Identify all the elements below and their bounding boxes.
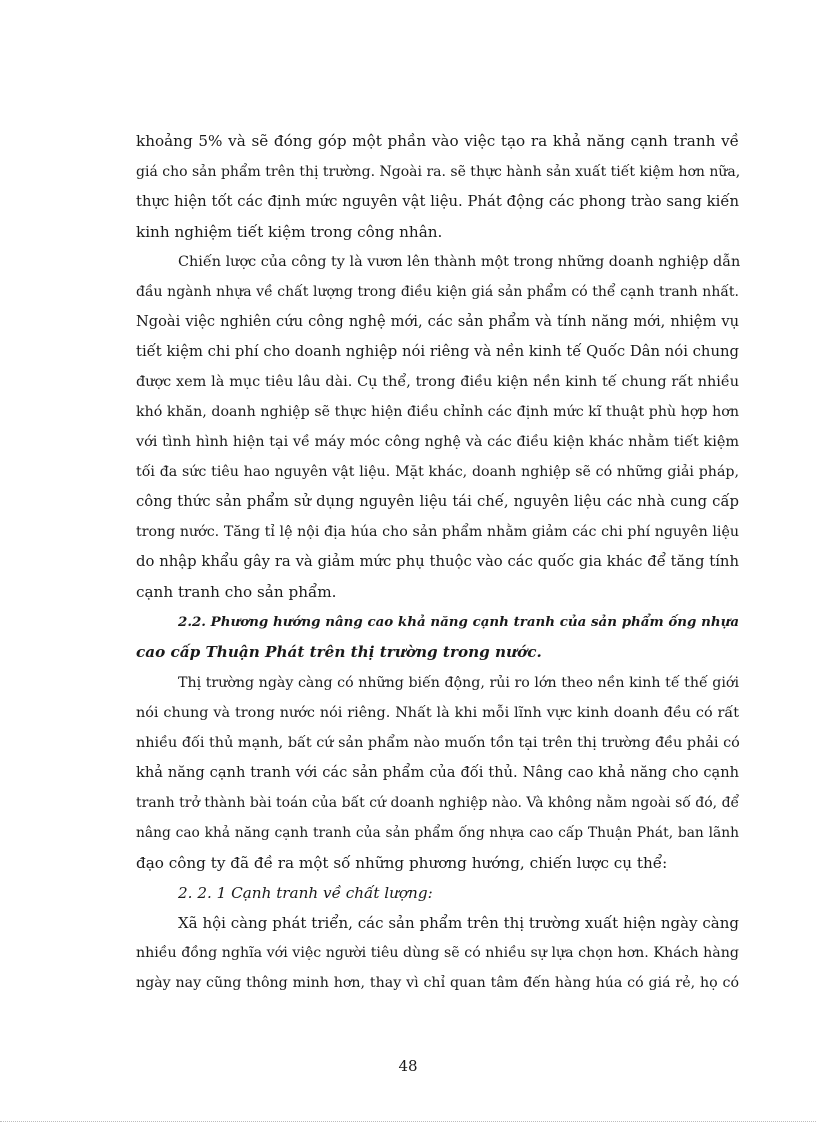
- paragraph-line: giá cho sản phẩm trên thị trường. Ngoài ra. sẽ thực hành sản xuất tiết kiệm hơn nữa,: [136, 164, 741, 180]
- paragraph-line: tiết kiệm chi phí cho doanh nghiệp nói riêng và nền kinh tế Quốc Dân nói chung: [136, 343, 739, 360]
- paragraph-line: tranh trở thành bài toán của bất cứ doanh nghiệp nào. Và không nằm ngoài số đó, để: [136, 795, 740, 811]
- paragraph-line: khoảng 5% và sẽ đóng góp một phần vào việc tạo ra khả năng cạnh tranh về: [136, 132, 739, 150]
- paragraph-line: đầu ngành nhựa về chất lượng trong điều kiện giá sản phẩm có thể cạnh tranh nhất.: [136, 284, 739, 300]
- section-heading: 2.2. Phương hướng nâng cao khả năng cạnh tranh của sản phẩm ống nhựa: [178, 614, 739, 630]
- paragraph-line: kinh nghiệm tiết kiệm trong công nhân.: [136, 223, 443, 241]
- section-heading: cao cấp Thuận Phát trên thị trường trong nước.: [136, 643, 542, 661]
- paragraph-line: cạnh tranh cho sản phẩm.: [136, 583, 337, 601]
- paragraph-line: ngày nay cũng thông minh hơn, thay vì chỉ quan tâm đến hàng húa có giá rẻ, họ có: [136, 975, 739, 991]
- paragraph-line: Xã hội càng phát triển, các sản phẩm trên thị trường xuất hiện ngày càng: [178, 914, 739, 932]
- paragraph-line: trong nước. Tăng tỉ lệ nội địa húa cho sản phẩm nhằm giảm các chi phí nguyên liệu: [136, 524, 739, 540]
- page-bottom-divider: [0, 1121, 816, 1122]
- paragraph-line: nâng cao khả năng cạnh tranh của sản phẩm ống nhựa cao cấp Thuận Phát, ban lãnh: [136, 825, 739, 841]
- paragraph-line: Thị trường ngày càng có những biến động, rủi ro lớn theo nền kinh tế thế giới: [178, 675, 739, 691]
- paragraph-line: khả năng cạnh tranh với các sản phẩm của đối thủ. Nâng cao khả năng cho cạnh: [136, 764, 739, 781]
- paragraph-line: nói chung và trong nước nói riêng. Nhất là khi mỗi lĩnh vực kinh doanh đều có rất: [136, 705, 739, 721]
- subsection-heading: 2. 2. 1 Cạnh tranh về chất lượng:: [178, 884, 433, 902]
- paragraph-line: được xem là mục tiêu lâu dài. Cụ thể, trong điều kiện nền kinh tế chung rất nhiều: [136, 374, 739, 390]
- paragraph-line: khó khăn, doanh nghiệp sẽ thực hiện điều chỉnh các định mức kĩ thuật phù hợp hơn: [136, 404, 739, 420]
- paragraph-line: công thức sản phẩm sử dụng nguyên liệu tái chế, nguyên liệu các nhà cung cấp: [136, 493, 739, 510]
- paragraph-line: Ngoài việc nghiên cứu công nghệ mới, các sản phẩm và tính năng mới, nhiệm vụ: [136, 313, 739, 330]
- paragraph-line: nhiều đồng nghĩa với việc người tiêu dùng sẽ có nhiều sự lựa chọn hơn. Khách hàng: [136, 945, 739, 961]
- paragraph-line: thực hiện tốt các định mức nguyên vật liệu. Phát động các phong trào sang kiến: [136, 193, 739, 210]
- paragraph-line: nhiều đối thủ mạnh, bất cứ sản phẩm nào muốn tồn tại trên thị trường đều phải có: [136, 735, 740, 751]
- paragraph-line: Chiến lược của công ty là vươn lên thành một trong những doanh nghiệp dẫn: [178, 254, 741, 270]
- paragraph-line: do nhập khẩu gây ra và giảm mức phụ thuộc vào các quốc gia khác để tăng tính: [136, 553, 739, 570]
- page-number: 48: [398, 1057, 418, 1075]
- paragraph-line: đạo công ty đã đề ra một số những phương hướng, chiến lược cụ thể:: [136, 854, 668, 872]
- paragraph-line: tối đa sức tiêu hao nguyên vật liệu. Mặt khác, doanh nghiệp sẽ có những giải pháp,: [136, 464, 739, 480]
- paragraph-line: với tình hình hiện tại về máy móc công nghệ và các điều kiện khác nhằm tiết kiệm: [136, 434, 739, 450]
